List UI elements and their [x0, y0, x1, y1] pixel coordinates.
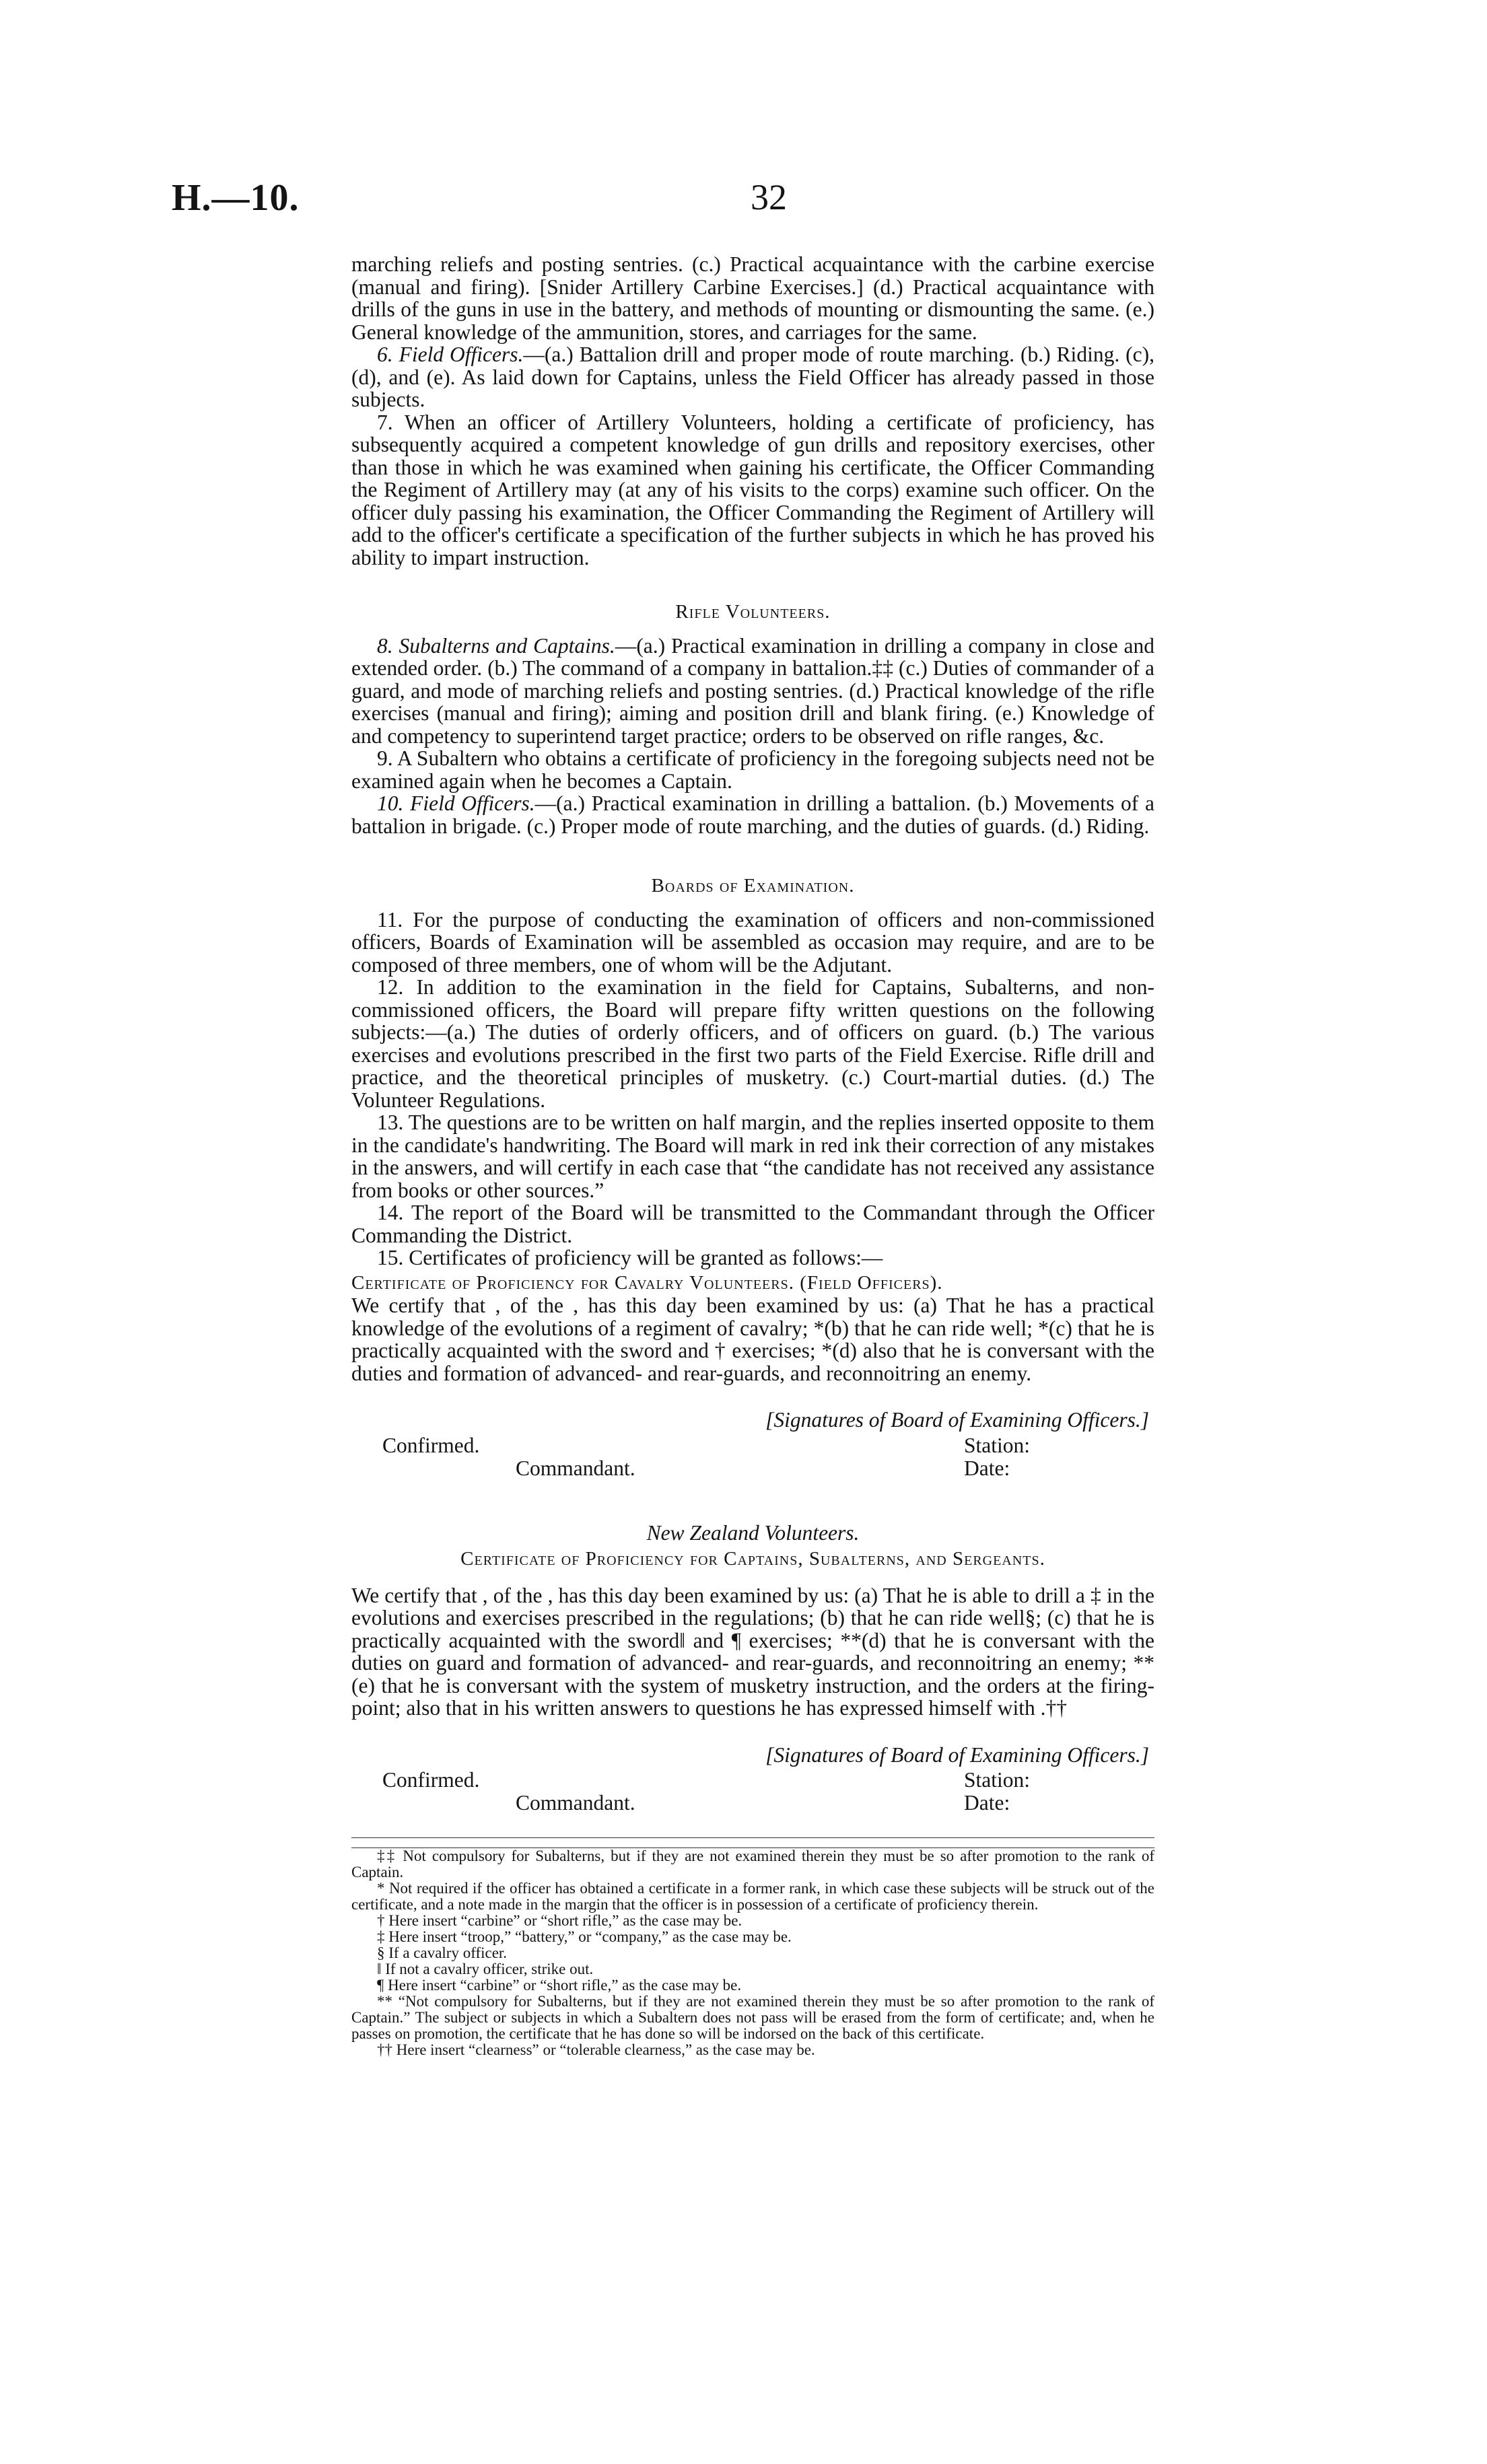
officers-certificate-body: We certify that , of the , has this day been examined by us: (a) That he is able to drill a ‡ in the evolutions and exercises prescribed in the regulations; (b) that he can ride well§; (c) that he is practically acquainted with the sword‖ and ¶ exercises; **(d) that he is conversant with the duties on guard and formation of advanced- and rear-guards, and reconnoitring an enemy; **(e) that he is conversant with the system of musketry instruction, and the orders at the firing-point; also that in his written answers to questions he has expressed himself with .†† [351, 1583, 1154, 1720]
paragraph-11: 11. For the purpose of conducting the examination of officers and non-commissioned officers, Boards of Examination will be assembled as occasion may require, and are to be composed of three members, one of whom will be the Adjutant. [351, 907, 1154, 977]
section-heading-boards-of-examination: Boards of Examination. [651, 875, 855, 896]
paragraph-7: 7. When an officer of Artillery Volunteers, holding a certificate of proficiency, has subsequently acquired a competent knowledge of gun drills and repository exercises, other than those in which he was examined when gaining his certificate, the Officer Commanding the Regiment of Artillery may (at any of his visits to the corps) examine such officer. On the officer duly passing his examination, the Officer Commanding the Regiment of Artillery will add to the officer's certificate a specification of the further subjects in which he has proved his ability to impart instruction. [351, 410, 1154, 569]
footnote: ¶ Here insert “carbine” or “short rifle,” as the case may be. [377, 1977, 742, 1994]
cavalry-certificate-heading: Certificate of Proficiency for Cavalry Volunteers. (Field Officers). [351, 1271, 943, 1294]
date-label: Date: [964, 1791, 1010, 1815]
cavalry-certificate-signatures: [Signatures of Board of Examining Officers.] [765, 1408, 1149, 1432]
commandant-label: Commandant. [516, 1456, 635, 1480]
commandant-label: Commandant. [516, 1791, 635, 1815]
footnotes [351, 1837, 1154, 2058]
officers-certificate-signature-block [351, 1769, 1154, 1817]
footnote: † Here insert “carbine” or “short rifle,” as the case may be. [377, 1912, 742, 1929]
officers-certificate-signatures: [Signatures of Board of Examining Officers.] [765, 1743, 1149, 1767]
paragraph-6-text: —(a.) Battalion drill and proper mode of route marching. (b.) Riding. (c), (d), and (e). As laid down for Captains, unless the Field Officer has already passed in those subjects. [351, 343, 1155, 411]
page-header [172, 176, 1315, 230]
footnote: ‡‡ Not compulsory for Subalterns, but if they are not examined therein they must be so after promotion to the rank of Captain. [351, 1847, 1154, 1880]
officers-certificate-heading: Certificate of Proficiency for Captains, Subalterns, and Sergeants. [460, 1548, 1045, 1570]
footnote: ‖ If not a cavalry officer, strike out. [377, 1961, 594, 1977]
confirmed-label: Confirmed. [382, 1433, 480, 1457]
paragraph-8-text: —(a.) Practical examination in drilling a company in close and extended order. (b.) The command of a company in battalion.‡‡ (c.) Duties of commander of a guard, and mode of marching reliefs and posting sentries. (d.) Practical knowledge of the rifle exercises (manual and firing); aiming and position drill and blank firing. (e.) Knowledge of and competency to superintend target practice; orders to be observed on rifle ranges, &c. [351, 633, 1155, 748]
paragraph-8 [351, 635, 1154, 748]
paragraph-6-label: 6. Field Officers. [377, 343, 524, 366]
cavalry-certificate-body: We certify that , of the , has this day been examined by us: (a) That he has a practical knowledge of the evolutions of a regiment of cavalry; *(b) that he can ride well; *(c) that he is practically acquainted with the sword and † exercises; *(d) also that he is conversant with the duties and formation of advanced- and rear-guards, and reconnoitring an enemy. [351, 1294, 1154, 1385]
paragraph-9: 9. A Subaltern who obtains a certificate of proficiency in the foregoing subjects need not be examined again when he becomes a Captain. [351, 746, 1154, 793]
paragraph-10 [351, 792, 1154, 837]
paragraph-8-label: 8. Subalterns and Captains. [377, 633, 615, 658]
paragraph-6 [351, 343, 1154, 411]
paragraph-13: 13. The questions are to be written on half margin, and the replies inserted opposite to them in the candidate's handwriting. The Board will mark in red ink their correction of any mistakes in the answers, and will certify in each case that “the candidate has not received any assistance from books or other sources.” [351, 1111, 1154, 1202]
paragraph-12: 12. In addition to the examination in the field for Captains, Subalterns, and non-commissioned officers, the Board will prepare fifty written questions on the following subjects:—(a.) The duties of orderly officers, and of officers on guard. (b.) The various exercises and evolutions prescribed in the first two parts of the Field Exercise. Rifle drill and practice, and the theoretical principles of musketry. (c.) Court-martial duties. (d.) The Volunteer Regulations. [351, 975, 1154, 1112]
footnote: †† Here insert “clearness” or “tolerable clearness,” as the case may be. [377, 2041, 815, 2058]
confirmed-label: Confirmed. [382, 1768, 480, 1792]
paragraph-10-label: 10. Field Officers. [377, 791, 535, 815]
station-label: Station: [964, 1768, 1031, 1792]
footnote: ** “Not compulsory for Subalterns, but if they are not examined therein they must be so after promotion to the rank of Captain.” The subject or subjects in which a Subaltern does not pass will be erased from the form of certificate; and, when he passes on promotion, the certificate that he has done so will be indorsed on the back of this certificate. [351, 1993, 1154, 2042]
page-number: 32 [751, 177, 787, 217]
footnote: § If a cavalry officer. [377, 1944, 508, 1961]
text-column [351, 253, 1154, 2058]
paragraph-14: 14. The report of the Board will be transmitted to the Commandant through the Officer Commanding the District. [351, 1201, 1154, 1247]
paragraph-continued: marching reliefs and posting sentries. (c.) Practical acquaintance with the carbine exercise (manual and firing). [Snider Artillery Carbine Exercises.] (d.) Practical acquaintance with drills of the guns in use in the battery, and methods of mounting or dismounting the same. (e.) General knowledge of the ammunition, stores, and carriages for the same. [351, 252, 1154, 344]
section-heading-rifle-volunteers: Rifle Volunteers. [675, 601, 831, 623]
footnote: * Not required if the officer has obtained a certificate in a former rank, in which case these subjects will be struck out of the certificate, and a note made in the margin that the officer is in possession of a certificate of proficiency therein. [351, 1880, 1154, 1913]
nz-volunteers-title: New Zealand Volunteers. [646, 1520, 860, 1545]
paragraph-10-text: —(a.) Practical examination in drilling a battalion. (b.) Movements of a battalion in brigade. (c.) Proper mode of route marching, and the duties of guards. (d.) Riding. [351, 791, 1154, 838]
station-label: Station: [964, 1433, 1031, 1457]
document-reference: H.—10. [172, 177, 300, 219]
cavalry-certificate-signature-block [351, 1434, 1154, 1483]
date-label: Date: [964, 1456, 1010, 1480]
footnote: ‡ Here insert “troop,” “battery,” or “company,” as the case may be. [377, 1928, 792, 1945]
paragraph-15: 15. Certificates of proficiency will be granted as follows:— [377, 1246, 883, 1269]
